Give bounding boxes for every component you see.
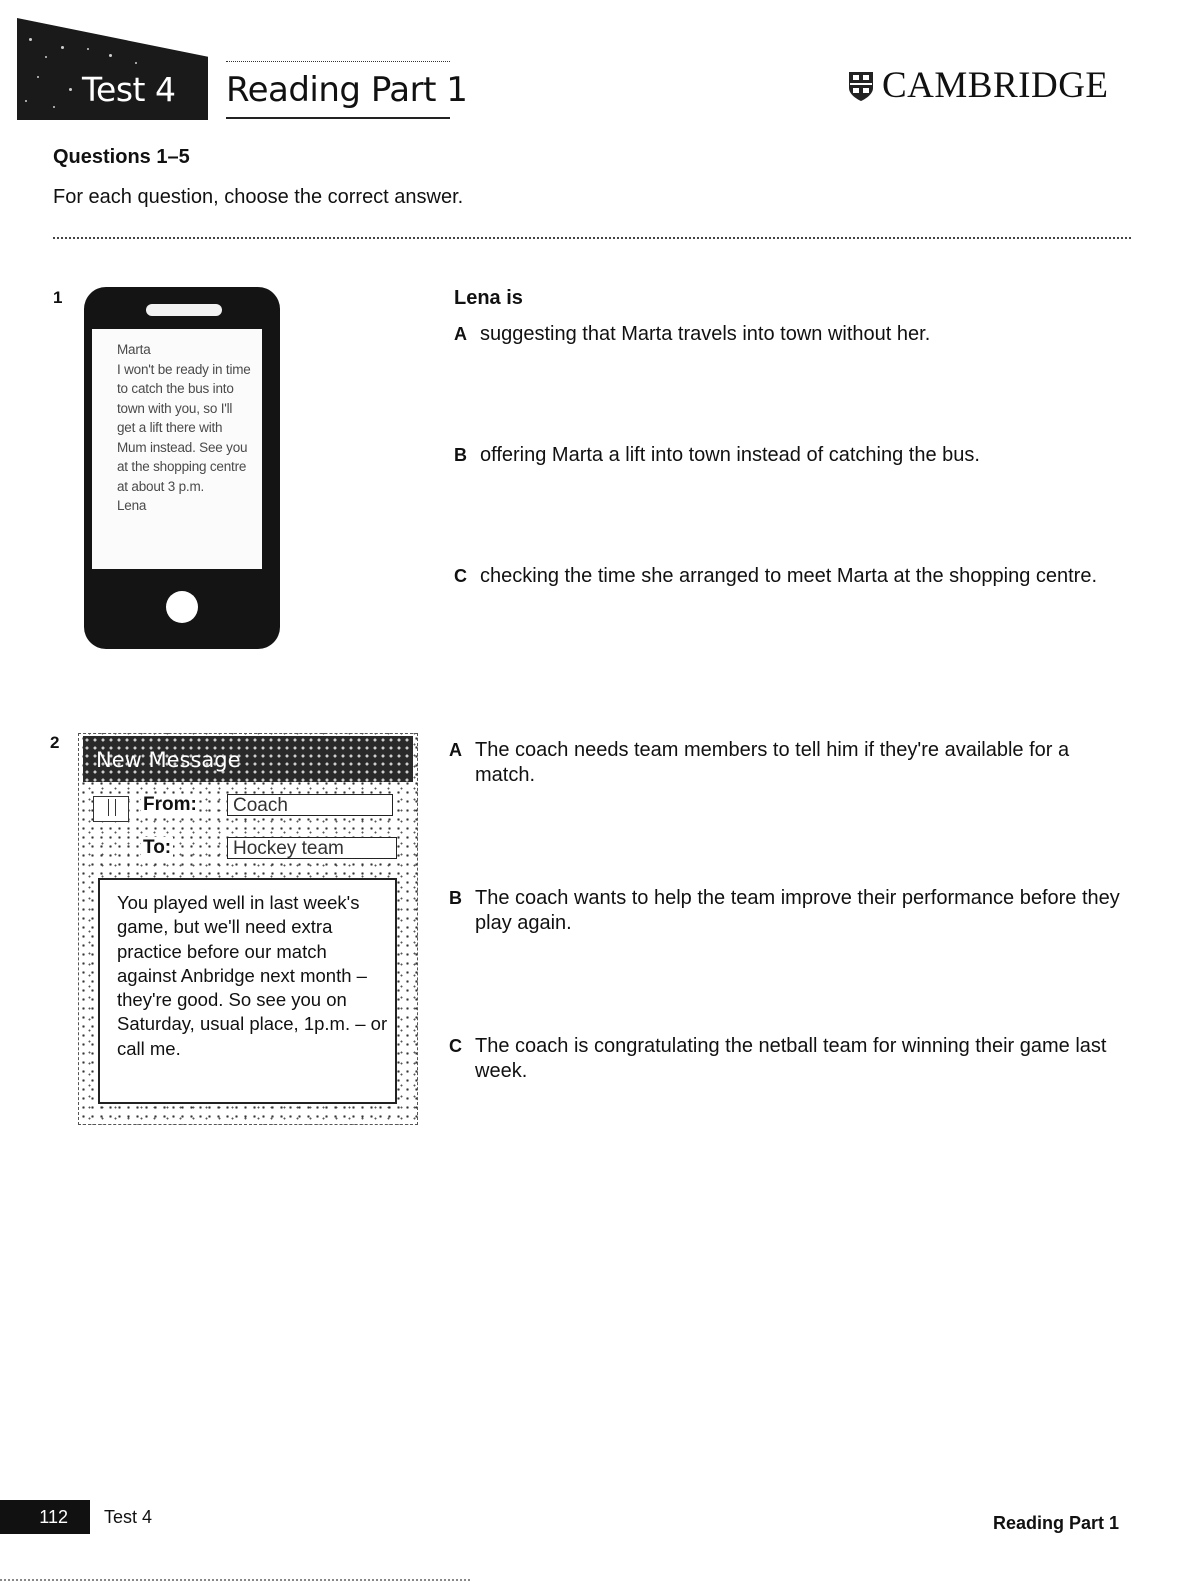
option-text: checking the time she arranged to meet Marta at the shopping centre.	[480, 565, 1098, 587]
option-text: The coach needs team members to tell him if they're available for a match.	[475, 739, 1070, 786]
phone-illustration	[84, 287, 280, 649]
option-text: The coach wants to help the team improve their performance before they play again.	[475, 887, 1120, 934]
footer-test-label: Test 4	[104, 1507, 153, 1527]
email-titlebar	[83, 736, 413, 782]
from-label: From:	[143, 794, 197, 815]
option-b[interactable]	[454, 443, 1154, 468]
email-illustration	[78, 733, 418, 1125]
instruction-text: For each question, choose the correct answer.	[53, 186, 464, 208]
email-window-title: New Message	[96, 748, 241, 772]
test-label: Test 4	[82, 70, 176, 109]
to-label: To:	[143, 837, 172, 858]
option-letter: C	[454, 566, 467, 586]
option-letter: B	[454, 445, 467, 465]
section-title: Reading Part 1	[226, 70, 468, 110]
page-number: 112	[0, 1500, 90, 1534]
questions-heading: Questions 1–5	[53, 146, 190, 168]
option-text: The coach is congratulating the netball team for winning their game last week.	[475, 1035, 1107, 1082]
from-field: Coach	[227, 794, 393, 816]
phone-screen-message	[92, 329, 262, 569]
question-number: 2	[50, 733, 60, 752]
option-letter: B	[449, 888, 462, 908]
phone-home-button	[166, 591, 198, 623]
address-book-icon	[93, 796, 129, 822]
title-rule-top	[226, 61, 450, 62]
option-a[interactable]	[449, 738, 1109, 788]
logo-text: CAMBRIDGE	[882, 65, 1109, 106]
question-number: 1	[53, 288, 63, 307]
divider	[53, 237, 1131, 239]
cambridge-logo	[848, 64, 1109, 107]
option-a[interactable]	[454, 322, 1154, 347]
footer-section-label: Reading Part 1	[993, 1513, 1120, 1533]
option-letter: A	[454, 324, 467, 344]
footer-rule	[0, 1579, 470, 1581]
option-b[interactable]	[449, 886, 1129, 936]
phone-speaker	[146, 304, 222, 316]
question-stem: Lena is	[454, 287, 523, 309]
option-c[interactable]	[449, 1034, 1129, 1084]
phone-message-text: Marta I won't be ready in time to catch the bus into town with you, so I'll get a lift there with Mum instead. See you at the shopping centre at about 3 p.m. Lena	[117, 342, 251, 513]
to-field: Hockey team	[227, 837, 397, 859]
shield-icon	[848, 70, 874, 102]
option-text: suggesting that Marta travels into town without her.	[480, 323, 931, 345]
email-body: You played well in last week's game, but we'll need extra practice before our match against Anbridge next month – they're good. So see you on Saturday, usual place, 1p.m. – or call me.	[98, 878, 397, 1104]
title-rule-bottom	[226, 117, 450, 119]
option-text: offering Marta a lift into town instead of catching the bus.	[480, 444, 980, 466]
option-c[interactable]	[454, 564, 1154, 589]
option-letter: A	[449, 740, 462, 760]
option-letter: C	[449, 1036, 462, 1056]
